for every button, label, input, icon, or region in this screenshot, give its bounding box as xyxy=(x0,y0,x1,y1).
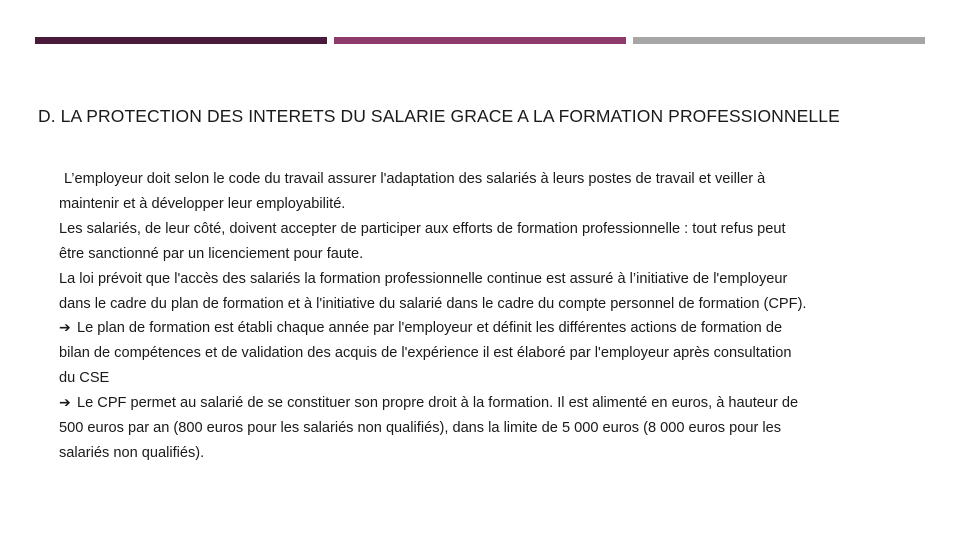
top-bar-magenta xyxy=(334,37,626,44)
slide-title: D. LA PROTECTION DES INTERETS DU SALARIE GRACE A LA FORMATION PROFESSIONNELLE xyxy=(38,106,840,126)
slide-body xyxy=(59,167,929,466)
body-line: bilan de compétences et de validation des acquis de l'expérience il est élaboré par l'employeur après consultation xyxy=(59,345,792,362)
body-line: salariés non qualifiés). xyxy=(59,444,205,461)
body-line: La loi prévoit que l'accès des salariés la formation professionnelle continue est assuré à l’initiative de l'employeur xyxy=(59,270,788,287)
body-line: du CSE xyxy=(59,370,110,387)
right-arrow-icon: ➔ xyxy=(59,395,71,412)
body-line: 500 euros par an (800 euros pour les salariés non qualifiés), dans la limite de 5 000 euros (8 000 euros pour les xyxy=(59,420,782,437)
body-line: être sanctionné par un licenciement pour faute. xyxy=(59,245,364,262)
body-line: Le plan de formation est établi chaque année par l'employeur et définit les différentes actions de formation de xyxy=(77,320,783,337)
decorative-top-bars xyxy=(35,37,925,44)
top-bar-gray xyxy=(633,37,925,44)
bullet-line-cpf xyxy=(59,391,929,416)
top-bar-dark-plum xyxy=(35,37,327,44)
right-arrow-icon: ➔ xyxy=(59,320,71,337)
body-line: Les salariés, de leur côté, doivent accepter de participer aux efforts de formation professionnelle : tout refus peut xyxy=(59,220,786,237)
body-line: dans le cadre du plan de formation et à l'initiative du salarié dans le cadre du compte personnel de formation (CPF). xyxy=(59,295,807,312)
body-line: Le CPF permet au salarié de se constituer son propre droit à la formation. Il est alimenté en euros, à hauteur de xyxy=(77,395,799,412)
bullet-line-plan-formation xyxy=(59,316,929,341)
body-line: L’employeur doit selon le code du travail assurer l'adaptation des salariés à leurs postes de travail et veiller à xyxy=(64,171,766,187)
body-line: maintenir et à développer leur employabilité. xyxy=(59,195,346,212)
